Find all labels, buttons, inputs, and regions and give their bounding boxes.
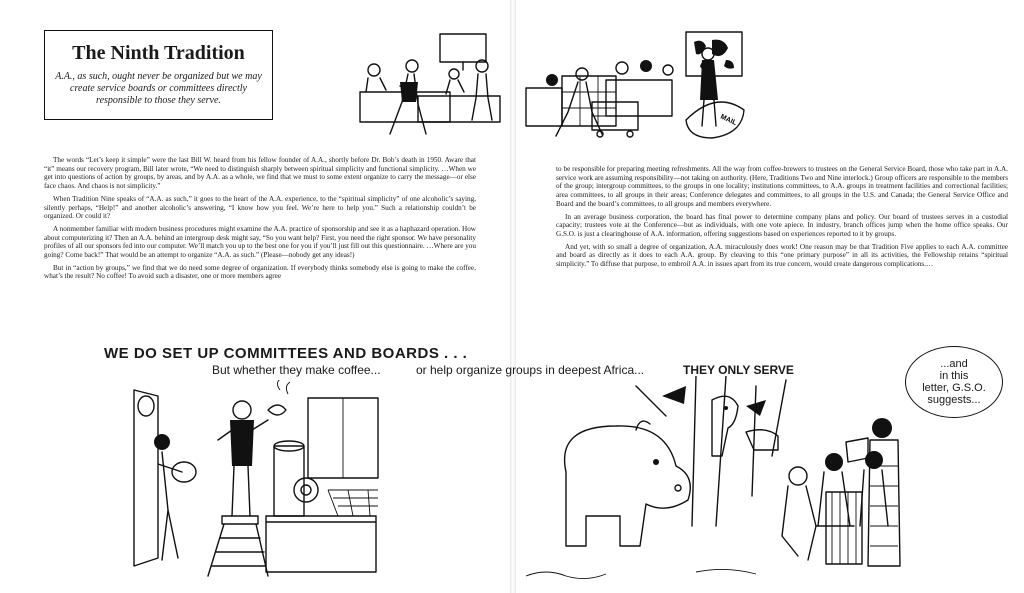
bubble-line: suggests... — [927, 394, 981, 406]
africa-scene-illustration — [516, 376, 908, 586]
paragraph: In an average business corporation, the board has final power to determine company plans and policy. Our board of trustees serves in a custodial capacity; trustees vote at the Conference—but as individuals, with one vote apiece. In industry, branch offices jump when the home office speaks. Our G.S.O. is just a clearinghouse of A.A. information, offering suggestions based on experiences reported to it by groups. — [556, 212, 1008, 238]
cartoon-caption-africa: or help organize groups in deepest Africa... — [416, 363, 645, 377]
article-column-left — [44, 156, 476, 285]
paragraph: But in “action by groups,” we find that we do need some degree of organization. If everybody thinks somebody else is going to make the coffee, what’s the result? No coffee! To avoid such a disaster, one or more members agree — [44, 263, 476, 281]
cartoon-caption-serve: THEY ONLY SERVE — [683, 363, 794, 377]
bubble-line: letter, G.S.O. — [922, 382, 986, 394]
mail-bag-label: MAIL — [719, 113, 738, 128]
title-box — [44, 30, 273, 120]
paragraph: When Tradition Nine speaks of “A.A. as such,” it goes to the heart of the A.A. experience, to the “spiritual simplicity” of one alcoholic’s saying, silently perhaps, “Help!” and another alcoholic’s answering, “I know how you feel. We’re here to help you.” Such a relationship couldn’t be organized. Or could it? — [44, 194, 476, 221]
paragraph: And yet, with so small a degree of organization, A.A. miraculously does work! One reason may be that Tradition Five applies to each A.A. committee and board as directly as it does to each A.A. group. By cleaving to this “one primary purpose” in all its activities, the Fellowship retains “spiritual simplicity.” To diffuse that purpose, to embroil A.A. in issues apart from its true concern, would create dangerous complications.… — [556, 242, 1008, 269]
bubble-line: ...and — [940, 358, 968, 370]
bubble-line: in this — [939, 370, 969, 382]
paragraph: A nonmember familiar with modern business procedures might examine the A.A. practice of sponsorship and see it as a haphazard operation. How about computerizing it? Then an A.A. behind an intergroup desk might say, “So you want help? First, you need the right sponsor. We have personality profiles of all our sponsors fed into our computer. We’ll match you up to the best one for you if you’ll just fill out this questionnaire. …Where are you going? Come back!” That would be an attempt to organize “A.A. as such.” (Please—nobody get any ideas!) — [44, 224, 476, 260]
speech-bubble — [905, 346, 1003, 418]
office-illustration — [356, 30, 746, 142]
paragraph: to be responsible for preparing meeting refreshments. All the way from coffee-brewers to trustees on the General Service Board, those who take part in A.A. service work are assuming responsibility—not taking on authority. (Here, Traditions Two and Nine interlock.) Group officers are responsible to the members of the group; intergroup committees, to the groups in one locality; institutions committees, to A.A. groups in treatment facilities and correctional facilities; area committees, to all groups in their areas; Conference delegates and committees, to all groups in the U.S. and Canada; the General Service Office and Board and the board’s committees, to all groups and members everywhere. — [556, 165, 1008, 208]
cartoon-caption-coffee: But whether they make coffee... — [212, 363, 381, 377]
tradition-statement: A.A., as such, ought never be organized but we may create service boards or committees directly responsible to those they serve. — [55, 71, 262, 106]
page-title: The Ninth Tradition — [72, 42, 245, 64]
article-column-right — [556, 165, 1008, 273]
coffee-kitchen-illustration — [128, 380, 388, 580]
cartoon-heading: WE DO SET UP COMMITTEES AND BOARDS . . . — [104, 345, 468, 362]
paragraph: The words “Let’s keep it simple” were the last Bill W. heard from his fellow founder of A.A., shortly before Dr. Bob’s death in 1950. Aware that “it” means our recovery program, Bill later wrote, “We need to distinguish sharply between spiritual simplicity and functional simplicity. …When we get into questions of action by groups, by areas, and by A.A. as a whole, we find that we must to some extent organize to carry the message—or else face chaos. And chaos is not simplicity.” — [44, 156, 476, 191]
